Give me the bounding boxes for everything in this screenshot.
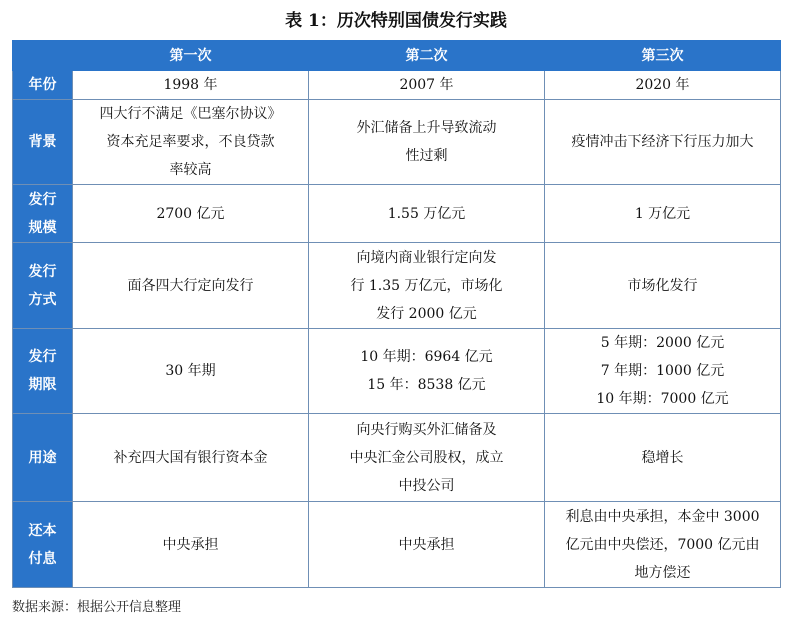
cell-text-line: 面各四大行定向发行 — [127, 277, 254, 294]
cell-text-line: 地方偿还 — [634, 564, 691, 581]
row-header — [13, 329, 73, 414]
column-header: 第一次 — [73, 41, 309, 71]
cell-text-line: 1.55 万亿元 — [387, 205, 466, 222]
cell-text-line: 利息由中央承担，本金中 3000 — [565, 508, 760, 525]
table-cell — [545, 414, 781, 502]
table-cell — [73, 243, 309, 329]
table-cell — [309, 502, 545, 588]
cell-text-line: 向境内商业银行定向发 — [356, 249, 497, 266]
cell-text-line: 中投公司 — [398, 477, 455, 494]
header-row — [13, 41, 781, 71]
row-header-text: 用途 — [28, 449, 57, 466]
table-row — [13, 243, 781, 329]
cell-text-line: 疫情冲击下经济下行压力加大 — [571, 134, 754, 150]
table-cell — [545, 329, 781, 414]
cell-text-line: 资本充足率要求，不良贷款 — [106, 134, 275, 150]
table-row — [13, 502, 781, 588]
cell-text-line: 亿元由中央偿还，7000 亿元由 — [565, 536, 760, 553]
cell-text-line: 向央行购买外汇储备及 — [356, 421, 497, 438]
row-header-text: 发行 — [28, 349, 57, 365]
cell-text-line: 2700 亿元 — [156, 205, 225, 222]
table-cell — [309, 414, 545, 502]
cell-text-line: 外汇储备上升导致流动 — [356, 120, 497, 136]
table-cell — [545, 243, 781, 329]
row-header-text: 方式 — [28, 291, 57, 308]
cell-text-line: 率较高 — [169, 162, 212, 178]
table-row — [13, 414, 781, 502]
cell-text-line: 发行 2000 亿元 — [376, 305, 477, 322]
table-cell — [309, 100, 545, 185]
table-title: 表 1：历次特别国债发行实践 — [285, 11, 507, 31]
table-row — [13, 185, 781, 243]
row-header-text: 发行 — [28, 263, 57, 280]
table-cell — [309, 185, 545, 243]
cell-text-line: 1 万亿元 — [634, 205, 691, 222]
table-cell — [73, 414, 309, 502]
row-header-text: 还本 — [28, 522, 57, 539]
row-header — [13, 414, 73, 502]
table-cell — [309, 71, 545, 100]
cell-text-line: 10 年期：6964 亿元 — [360, 349, 493, 365]
cell-text-line: 10 年期：7000 亿元 — [596, 391, 729, 407]
cell-text-line: 30 年期 — [165, 363, 216, 379]
cell-text-line: 7 年期：1000 亿元 — [600, 363, 725, 379]
cell-text-line: 中央承担 — [162, 536, 219, 553]
table-cell — [309, 243, 545, 329]
table-cell — [73, 185, 309, 243]
column-header: 第二次 — [309, 41, 545, 71]
table-cell — [545, 502, 781, 588]
table-row — [13, 71, 781, 100]
row-header — [13, 243, 73, 329]
table-cell — [73, 502, 309, 588]
source-note: 数据来源：根据公开信息整理 — [12, 600, 182, 615]
table-cell — [545, 100, 781, 185]
table-cell — [73, 329, 309, 414]
table-cell — [309, 329, 545, 414]
cell-text-line: 四大行不满足《巴塞尔协议》 — [99, 106, 282, 122]
cell-text-line: 2007 年 — [399, 77, 454, 93]
cell-text-line: 补充四大国有银行资本金 — [113, 449, 268, 466]
table-cell — [73, 100, 309, 185]
cell-text-line: 中央承担 — [398, 536, 455, 553]
row-header-text: 期限 — [28, 377, 57, 393]
column-header: 第三次 — [545, 41, 781, 71]
table-row — [13, 329, 781, 414]
row-header — [13, 100, 73, 185]
row-header — [13, 185, 73, 243]
cell-text-line: 2020 年 — [635, 77, 690, 93]
bond-issuance-table — [12, 40, 781, 588]
cell-text-line: 15 年：8538 亿元 — [367, 377, 486, 393]
row-header-text: 发行 — [28, 191, 57, 208]
row-header-text: 背景 — [28, 134, 57, 150]
row-header-text: 规模 — [28, 219, 57, 236]
cell-text-line: 性过剩 — [405, 148, 448, 164]
table-row — [13, 100, 781, 185]
row-header — [13, 71, 73, 100]
row-header — [13, 502, 73, 588]
cell-text-line: 1998 年 — [163, 77, 218, 93]
table-cell — [545, 185, 781, 243]
row-header-text: 年份 — [28, 77, 57, 93]
cell-text-line: 5 年期：2000 亿元 — [600, 335, 725, 351]
corner-cell — [13, 41, 73, 71]
table-cell — [545, 71, 781, 100]
cell-text-line: 市场化发行 — [627, 277, 698, 294]
table-cell — [73, 71, 309, 100]
cell-text-line: 行 1.35 万亿元，市场化 — [350, 277, 503, 294]
cell-text-line: 中央汇金公司股权，成立 — [349, 449, 504, 466]
row-header-text: 付息 — [28, 550, 57, 567]
cell-text-line: 稳增长 — [641, 449, 684, 466]
